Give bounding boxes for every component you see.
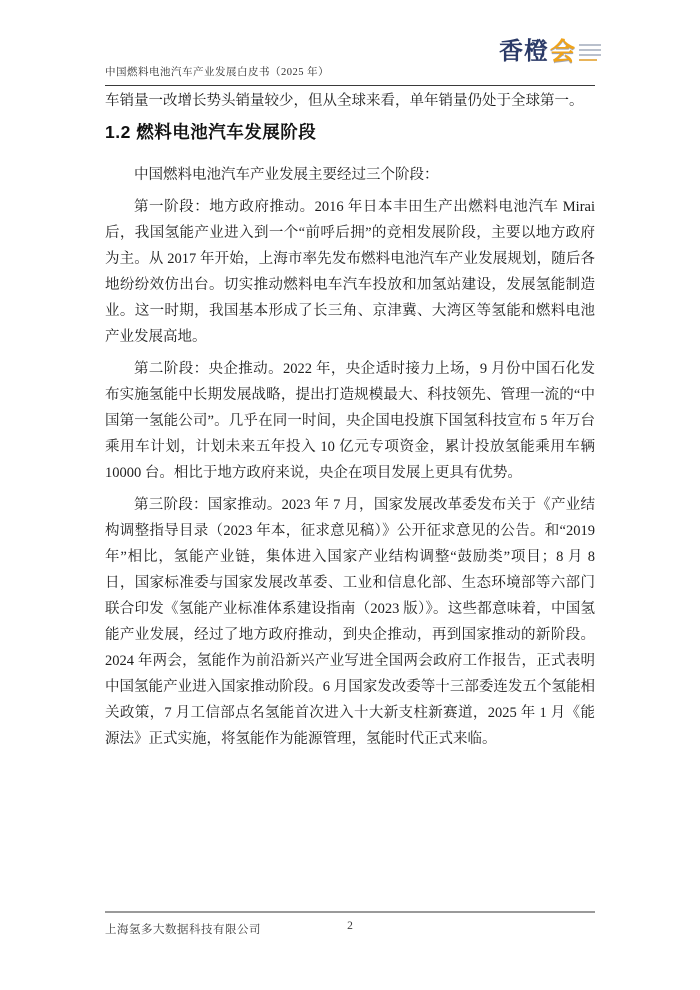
continuation-paragraph: 车销量一改增长势头销量较少，但从全球来看，单年销量仍处于全球第一。 <box>105 93 584 109</box>
intro-paragraph: 中国燃料电池汽车产业发展主要经过三个阶段： <box>134 167 439 183</box>
brand-logo <box>499 40 601 65</box>
page-footer <box>105 911 595 938</box>
document-body <box>105 88 595 758</box>
page-header <box>105 0 595 86</box>
logo-tagline-decoration <box>579 44 601 61</box>
section-heading: 1.2 燃料电池汽车发展阶段 <box>105 122 317 142</box>
page-number: 2 <box>347 920 353 932</box>
footer-company-name: 上海氢多大数据科技有限公司 <box>105 924 261 936</box>
stage-three-paragraph: 第三阶段：国家推动。2023 年 7 月，国家发展改革委发布关于《产业结构调整指导目录（2023 年本，征求意见稿）》公开征求意见的公告。和“2019 年”相比，氢能产业链，集体进入国家产业结构调整“鼓励类”项目；8 月 8 日，国家标准委与国家发展改革委、工业和信息化部、生态环境部等六部门联合印发《氢能产业标准体系建设指南（2023 版）》。这些都意味着，中国氢能产业发展，经过了地方政府推动，到央企推动，再到国家推动的新阶段。2024 年两会，氢能作为前沿新兴产业写进全国两会政府工作报告，正式表明中国氢能产业进入国家推动阶段。6 月国家发改委等十三部委连发五个氢能相关政策，7 月工信部点名氢能首次进入十大新支柱新赛道，2025 年 1 月《能源法》正式实施，将氢能作为能源管理，氢能时代正式来临。 <box>105 497 595 747</box>
logo-wordmark: 香橙 <box>498 38 549 65</box>
stage-two-paragraph: 第二阶段：央企推动。2022 年，央企适时接力上场，9 月份中国石化发布实施氢能中长期发展战略，提出打造规模最大、科技领先、管理一流的“中国第一氢能公司”。几乎在同一时间，央企国电投旗下国氢科技宣布 5 年万台乘用车计划，计划未来五年投入 10 亿元专项资金，累计投放氢能乘用车辆 10000 台。相比于地方政府来说，央企在项目发展上更具有优势。 <box>105 361 595 481</box>
stage-one-paragraph: 第一阶段：地方政府推动。2016 年日本丰田生产出燃料电池汽车 Mirai 后，我国氢能产业进入到一个“前呼后拥”的竞相发展阶段，主要以地方政府为主。从 2017 年开始，上海市率先发布燃料电池汽车产业发展规划，随后各地纷纷效仿出台。切实推动燃料电车汽车投放和加氢站建设，发展氢能制造业。这一时期，我国基本形成了长三角、京津冀、大湾区等氢能和燃料电池产业发展高地。 <box>105 199 595 345</box>
running-header-title: 中国燃料电池汽车产业发展白皮书（2025 年） <box>105 67 330 78</box>
logo-accent-glyph: 会 <box>549 38 575 66</box>
